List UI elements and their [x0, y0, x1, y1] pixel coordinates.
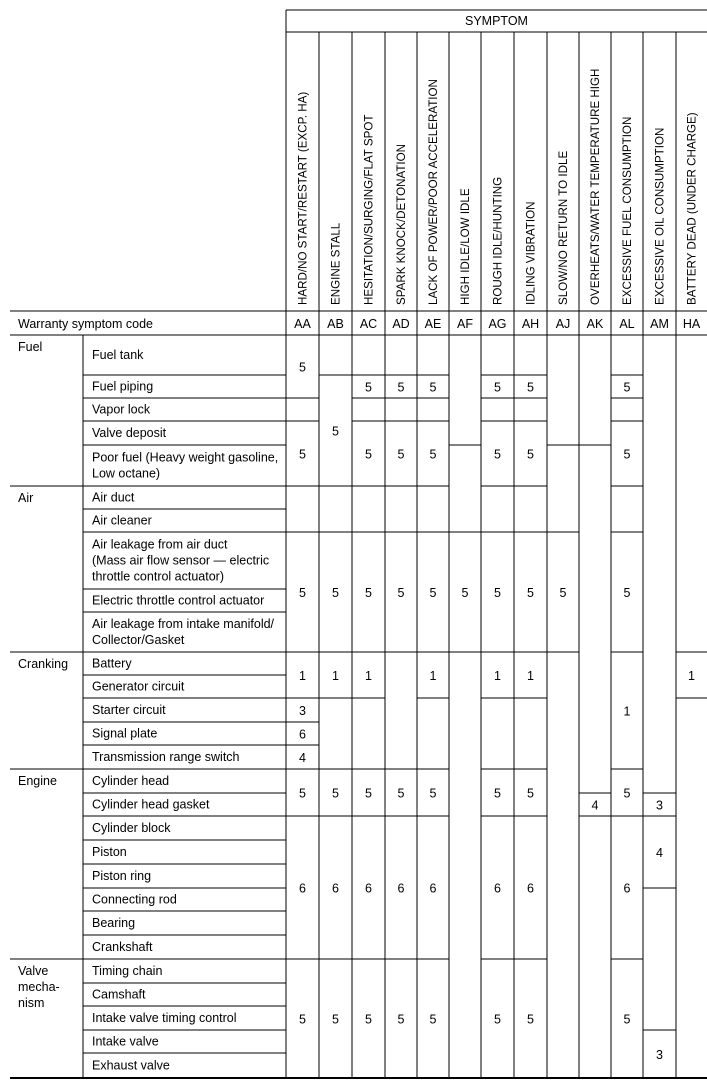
rating-value: 1	[494, 669, 501, 683]
rating-value: 5	[299, 586, 306, 600]
rating-value: 5	[494, 786, 501, 801]
component-label: Timing chain	[92, 964, 163, 978]
rating-value: 5	[332, 424, 339, 439]
rating-value: 1	[623, 704, 631, 719]
rating-value: 6	[365, 881, 372, 896]
rating-value: 6	[299, 727, 306, 742]
rating-value: 5	[397, 1012, 405, 1027]
rating-value: 1	[332, 669, 339, 683]
rating-value: 3	[656, 798, 663, 813]
rating-value: 5	[527, 380, 534, 395]
rating-value: 5	[365, 380, 372, 395]
component-label: Cylinder head	[92, 774, 170, 788]
symptom-column-label: HIGH IDLE/LOW IDLE	[459, 188, 472, 305]
rating-value: 5	[623, 586, 631, 600]
rating-value: 5	[429, 1012, 437, 1027]
component-label: Air duct	[92, 490, 135, 505]
rating-value: 1	[688, 669, 695, 683]
rating-value: 6	[332, 881, 339, 896]
component-label: Low octane)	[92, 466, 161, 481]
warranty-code: AD	[392, 317, 410, 331]
component-label: Piston	[92, 845, 127, 859]
rating-value: 5	[397, 786, 405, 801]
rating-value: 5	[623, 447, 631, 462]
rating-value: 4	[656, 846, 663, 860]
rating-value: 5	[429, 447, 437, 462]
rating-value: 5	[527, 586, 534, 600]
rating-value: 1	[365, 669, 372, 683]
warranty-code: AE	[424, 317, 442, 331]
symptom-column-label: OVERHEATS/WATER TEMPERATURE HIGH	[589, 68, 602, 305]
symptom-column-label: EXCESSIVE OIL CONSUMPTION	[653, 127, 667, 305]
rating-value: 5	[429, 786, 437, 801]
rating-value: 5	[623, 1012, 631, 1027]
component-label: Fuel piping	[92, 379, 154, 394]
rating-value: 5	[397, 586, 405, 600]
rating-value: 6	[397, 881, 405, 896]
component-label: Poor fuel (Heavy weight gasoline,	[92, 450, 279, 465]
warranty-code: AK	[586, 317, 604, 331]
symptom-column-label: IDLING VIBRATION	[524, 201, 538, 305]
component-label: Cylinder head gasket	[92, 797, 210, 812]
component-label: Valve deposit	[92, 426, 167, 440]
rating-value: 5	[429, 380, 437, 395]
rating-value: 6	[494, 881, 501, 896]
symptom-column-label: EXCESSIVE FUEL CONSUMPTION	[621, 116, 634, 305]
rating-value: 5	[494, 586, 501, 600]
rating-value: 5	[299, 1012, 306, 1027]
component-label: Intake valve	[92, 1034, 159, 1049]
rating-value: 5	[494, 1012, 501, 1027]
group-label: mecha-	[18, 980, 60, 994]
symptom-column-label: HARD/NO START/RESTART (EXCP. HA)	[296, 91, 310, 305]
warranty-code: AC	[359, 317, 378, 331]
rating-value: 5	[527, 1012, 534, 1027]
group-label: Air	[18, 491, 34, 505]
rating-value: 5	[397, 447, 405, 462]
component-label: Air cleaner	[92, 513, 152, 528]
symptom-header: SYMPTOM	[465, 14, 528, 28]
warranty-code: AH	[521, 317, 540, 331]
component-label: Collector/Gasket	[92, 633, 185, 647]
component-label: Signal plate	[92, 726, 158, 741]
warranty-code: AF	[457, 317, 473, 331]
component-label: Connecting rod	[92, 892, 177, 907]
component-label: Fuel tank	[92, 348, 144, 362]
rating-value: 1	[299, 669, 306, 683]
rating-value: 5	[365, 1012, 372, 1027]
rating-value: 5	[623, 786, 631, 801]
rating-value: 6	[299, 881, 306, 896]
warranty-code-label: Warranty symptom code	[18, 317, 153, 331]
component-label: Transmission range switch	[92, 750, 240, 764]
symptom-column-label: ENGINE STALL	[329, 222, 343, 305]
symptom-column-label: BATTERY DEAD (UNDER CHARGE)	[685, 112, 699, 305]
symptom-column-label: HESITATION/SURGING/FLAT SPOT	[362, 114, 376, 305]
symptom-column-label: ROUGH IDLE/HUNTING	[491, 176, 505, 305]
rating-value: 5	[494, 447, 501, 462]
component-label: Cylinder block	[92, 821, 171, 835]
rating-value: 5	[299, 360, 306, 375]
rating-value: 4	[591, 798, 599, 813]
rating-value: 5	[397, 380, 405, 395]
warranty-code: AG	[488, 317, 507, 331]
symptom-column-label: SLOW/NO RETURN TO IDLE	[557, 150, 570, 305]
rating-value: 5	[299, 447, 306, 462]
group-label: Valve	[18, 964, 49, 978]
component-label: Battery	[92, 656, 132, 671]
component-label: Air leakage from intake manifold/	[92, 617, 275, 631]
symptom-column-label: LACK OF POWER/POOR ACCELERATION	[427, 79, 440, 305]
rating-value: 6	[429, 881, 437, 896]
rating-value: 5	[332, 786, 339, 801]
warranty-code: AL	[619, 317, 635, 331]
warranty-code: HA	[682, 317, 701, 331]
component-label: Crankshaft	[92, 940, 153, 954]
rating-value: 5	[461, 586, 469, 600]
rating-value: 5	[494, 380, 501, 395]
component-label: throttle control actuator)	[92, 569, 225, 584]
rating-value: 3	[299, 704, 306, 718]
component-label: Starter circuit	[92, 703, 166, 717]
rating-value: 5	[365, 586, 372, 600]
rating-value: 1	[527, 669, 534, 683]
component-label: Intake valve timing control	[92, 1011, 237, 1025]
warranty-code: AJ	[555, 317, 571, 331]
group-label: Engine	[18, 774, 57, 788]
rating-value: 5	[365, 447, 372, 462]
group-label: nism	[18, 996, 45, 1010]
component-label: Vapor lock	[92, 402, 151, 417]
rating-value: 5	[623, 380, 631, 395]
warranty-code: AA	[294, 317, 311, 331]
rating-value: 3	[656, 1048, 663, 1062]
component-label: Piston ring	[92, 869, 152, 883]
rating-value: 6	[527, 881, 534, 896]
rating-value: 5	[332, 1012, 339, 1027]
rating-value: 5	[429, 586, 437, 600]
component-label: Exhaust valve	[92, 1058, 170, 1073]
warranty-code: AB	[327, 317, 344, 331]
component-label: Generator circuit	[92, 679, 185, 694]
group-label: Cranking	[18, 657, 69, 671]
rating-value: 5	[332, 586, 339, 600]
rating-value: 6	[623, 881, 631, 896]
rating-value: 4	[299, 751, 306, 765]
rating-value: 5	[559, 586, 567, 600]
component-label: Electric throttle control actuator	[92, 593, 265, 608]
component-label: (Mass air flow sensor — electric	[92, 553, 270, 568]
rating-value: 5	[299, 786, 306, 801]
component-label: Air leakage from air duct	[92, 537, 228, 552]
component-label: Bearing	[92, 916, 136, 930]
rating-value: 5	[527, 447, 534, 462]
symptom-column-label: SPARK KNOCK/DETONATION	[395, 143, 408, 305]
rating-value: 5	[527, 786, 534, 801]
warranty-code: AM	[650, 317, 669, 331]
group-label: Fuel	[18, 340, 43, 354]
component-label: Camshaft	[92, 987, 146, 1002]
rating-value: 1	[429, 669, 437, 683]
rating-value: 5	[365, 786, 372, 801]
